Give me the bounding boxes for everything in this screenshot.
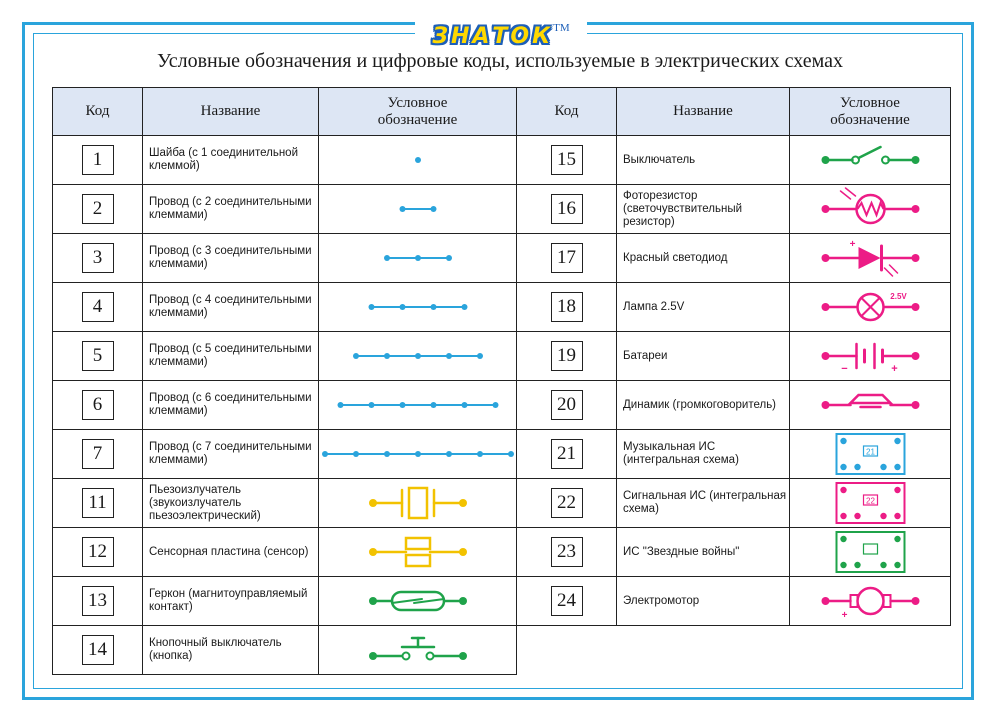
schematic-symbol-ic-21 — [791, 430, 950, 478]
code-box: 3 — [82, 243, 114, 273]
component-name: Выключатель — [617, 136, 790, 185]
table-row — [517, 577, 951, 626]
code-cell — [517, 528, 617, 577]
schematic-symbol-led — [791, 234, 950, 282]
symbol-label: − — [840, 363, 848, 375]
code-box: 21 — [551, 439, 583, 469]
code-cell — [517, 185, 617, 234]
code-box: 16 — [551, 194, 583, 224]
code-box: 23 — [551, 537, 583, 567]
symbol-cell — [790, 332, 951, 381]
component-name: Провод (с 6 соединительными клеммами) — [143, 381, 319, 430]
table-row — [517, 136, 951, 185]
table-row — [53, 626, 517, 675]
code-box: 11 — [82, 488, 114, 518]
schematic-symbol-motor — [791, 577, 950, 625]
schematic-symbol-button — [320, 626, 516, 674]
code-cell — [517, 332, 617, 381]
component-name: Провод (с 5 соединительными клеммами) — [143, 332, 319, 381]
schematic-symbol-wire-6 — [320, 381, 516, 429]
component-name: Электромотор — [617, 577, 790, 626]
schematic-symbol-ic-22 — [791, 479, 950, 527]
symbol-cell — [319, 234, 517, 283]
symbol-cell — [790, 479, 951, 528]
table-row — [517, 234, 951, 283]
column-header-code: Код — [517, 88, 617, 136]
code-cell — [517, 136, 617, 185]
schematic-symbol-sensor — [320, 528, 516, 576]
symbol-cell — [319, 185, 517, 234]
symbol-label: 21 — [865, 447, 875, 457]
code-box: 2 — [82, 194, 114, 224]
code-cell — [517, 234, 617, 283]
component-name: Красный светодиод — [617, 234, 790, 283]
table-row — [53, 234, 517, 283]
component-name: Провод (с 4 соединительными клеммами) — [143, 283, 319, 332]
schematic-symbol-photoresistor — [791, 185, 950, 233]
schematic-symbol-wire-2 — [320, 185, 516, 233]
table-row — [517, 332, 951, 381]
symbol-label: + — [849, 239, 855, 250]
table-row — [53, 430, 517, 479]
schematic-symbol-piezo — [320, 479, 516, 527]
column-header-symbol: Условное обозначение — [790, 88, 951, 136]
schematic-symbol-switch — [791, 136, 950, 184]
code-box: 20 — [551, 390, 583, 420]
code-box: 24 — [551, 586, 583, 616]
component-name: Батареи — [617, 332, 790, 381]
symbol-cell — [790, 381, 951, 430]
table-row — [517, 528, 951, 577]
code-box: 7 — [82, 439, 114, 469]
component-name: Пьезоизлучатель (звукоизлучатель пьезоэлектрический) — [143, 479, 319, 528]
code-cell — [53, 528, 143, 577]
code-box: 17 — [551, 243, 583, 273]
component-name: Геркон (магнитоуправляемый контакт) — [143, 577, 319, 626]
page-title: Условные обозначения и цифровые коды, используемые в электрических схемах — [156, 50, 843, 72]
table-row — [53, 381, 517, 430]
code-cell — [517, 430, 617, 479]
symbol-cell — [319, 479, 517, 528]
table-row — [53, 185, 517, 234]
symbol-cell — [790, 234, 951, 283]
schematic-symbol-wire-3 — [320, 234, 516, 282]
code-box: 19 — [551, 341, 583, 371]
code-box: 14 — [82, 635, 114, 665]
table-row — [53, 332, 517, 381]
code-box: 6 — [82, 390, 114, 420]
symbol-cell — [790, 283, 951, 332]
symbol-cell — [790, 430, 951, 479]
symbol-label: + — [841, 610, 847, 621]
logo-trademark: TM — [553, 22, 570, 34]
schematic-symbol-battery — [791, 332, 950, 380]
code-box: 12 — [82, 537, 114, 567]
component-name: Сигнальная ИС (интегральная схема) — [617, 479, 790, 528]
code-cell — [53, 430, 143, 479]
component-name: Сенсорная пластина (сенсор) — [143, 528, 319, 577]
code-cell — [53, 577, 143, 626]
column-header-code: Код — [53, 88, 143, 136]
symbol-cell — [319, 136, 517, 185]
table-row — [517, 283, 951, 332]
symbol-label: + — [890, 363, 898, 375]
brand-logo — [415, 22, 587, 52]
table-row — [517, 430, 951, 479]
symbol-cell — [319, 283, 517, 332]
component-name: Шайба (с 1 соединительной клеммой) — [143, 136, 319, 185]
schematic-symbol-ic-23 — [791, 528, 950, 576]
component-name: Провод (с 7 соединительными клеммами) — [143, 430, 319, 479]
table-row — [53, 577, 517, 626]
schematic-symbol-reed — [320, 577, 516, 625]
component-name: Провод (с 3 соединительными клеммами) — [143, 234, 319, 283]
code-cell — [53, 332, 143, 381]
code-cell — [53, 136, 143, 185]
table-row — [53, 283, 517, 332]
code-box: 4 — [82, 292, 114, 322]
component-name: Провод (с 2 соединительными клеммами) — [143, 185, 319, 234]
component-name: Музыкальная ИС (интегральная схема) — [617, 430, 790, 479]
code-box: 22 — [551, 488, 583, 518]
code-cell — [517, 283, 617, 332]
code-cell — [517, 577, 617, 626]
table-row — [53, 479, 517, 528]
component-name: Кнопочный выключатель (кнопка) — [143, 626, 319, 675]
code-cell — [517, 479, 617, 528]
symbol-cell — [319, 381, 517, 430]
code-cell — [53, 479, 143, 528]
symbol-cell — [790, 577, 951, 626]
code-box: 1 — [82, 145, 114, 175]
symbol-cell — [319, 577, 517, 626]
symbol-cell — [319, 528, 517, 577]
symbol-label: 22 — [865, 496, 875, 506]
left-table — [52, 87, 517, 675]
code-cell — [53, 381, 143, 430]
symbol-cell — [790, 185, 951, 234]
code-cell — [53, 283, 143, 332]
symbol-cell — [319, 626, 517, 675]
table-row — [53, 136, 517, 185]
code-cell — [53, 626, 143, 675]
code-box: 13 — [82, 586, 114, 616]
symbol-cell — [319, 332, 517, 381]
component-name: Лампа 2.5V — [617, 283, 790, 332]
code-cell — [517, 381, 617, 430]
logo-text: ЗНАТОК — [432, 24, 554, 49]
schematic-symbol-speaker — [791, 381, 950, 429]
schematic-symbol-wire-7 — [320, 430, 516, 478]
component-name: Фоторезистор (светочувствительный резистор) — [617, 185, 790, 234]
table-row — [53, 528, 517, 577]
schematic-symbol-lamp — [791, 283, 950, 331]
column-header-symbol: Условное обозначение — [319, 88, 517, 136]
code-cell — [53, 185, 143, 234]
symbol-cell — [790, 528, 951, 577]
code-cell — [53, 234, 143, 283]
code-box: 18 — [551, 292, 583, 322]
symbol-cell — [790, 136, 951, 185]
column-header-name: Название — [143, 88, 319, 136]
symbol-label: 2.5V — [889, 292, 907, 301]
table-row — [517, 185, 951, 234]
table-row — [517, 479, 951, 528]
schematic-symbol-wire-5 — [320, 332, 516, 380]
table-row — [517, 381, 951, 430]
column-header-name: Название — [617, 88, 790, 136]
symbol-cell — [319, 430, 517, 479]
schematic-symbol-wire-4 — [320, 283, 516, 331]
component-name: Динамик (громкоговоритель) — [617, 381, 790, 430]
right-table — [516, 87, 951, 626]
code-box: 5 — [82, 341, 114, 371]
code-box: 15 — [551, 145, 583, 175]
schematic-symbol-washer — [320, 136, 516, 184]
component-name: ИС "Звездные войны" — [617, 528, 790, 577]
